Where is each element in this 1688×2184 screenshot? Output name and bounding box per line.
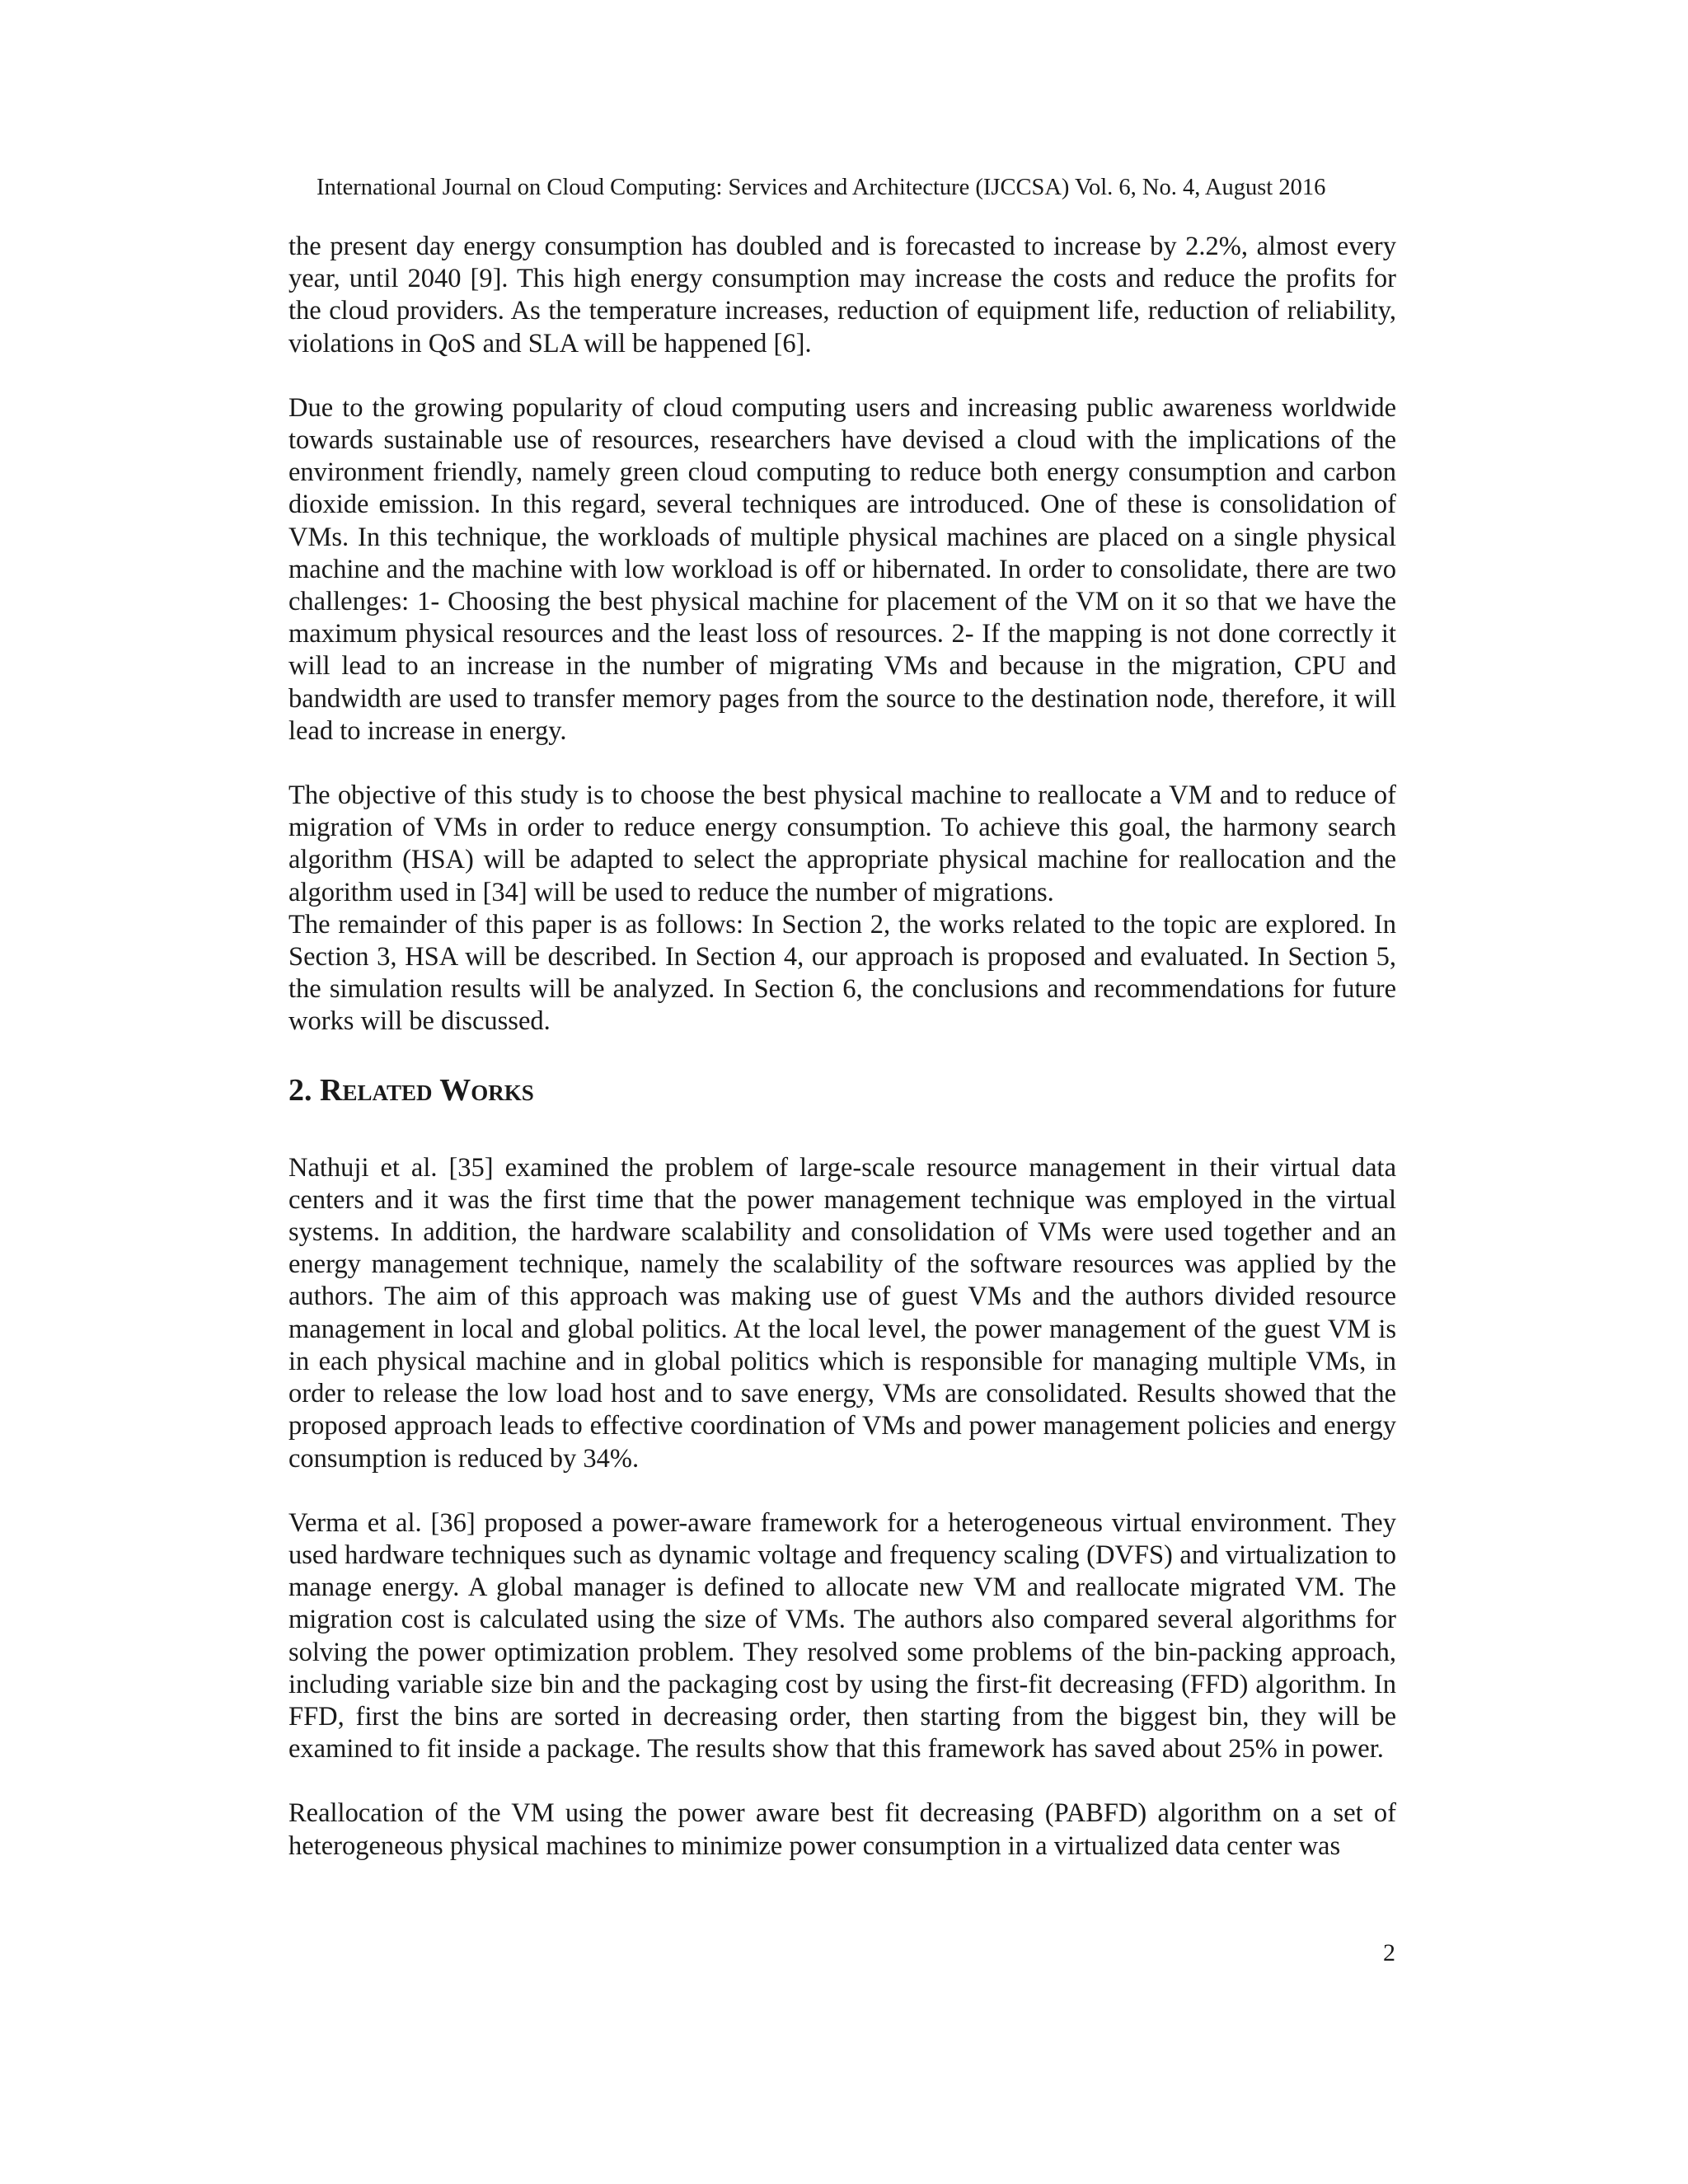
- section-heading-related-works: [288, 1071, 1396, 1110]
- paragraph-verma: Verma et al. [36] proposed a power-aware framework for a heterogeneous virtual environment. They used hardware techniques such as dynamic voltage and frequency scaling (DVFS) and virtualization to manage energy. A global manager is defined to allocate new VM and reallocate migrated VM. The migration cost is calculated using the size of VMs. The authors also compared several algorithms for solving the power optimization problem. They resolved some problems of the bin-packing approach, including variable size bin and the packaging cost by using the first-fit decreasing (FFD) algorithm. In FFD, first the bins are sorted in decreasing order, then starting from the biggest bin, they will be examined to fit inside a package. The results show that this framework has saved about 25% in power.: [288, 1507, 1396, 1765]
- paragraph-energy-consumption: the present day energy consumption has doubled and is forecasted to increase by 2.2%, almost every year, until 2040 [9]. This high energy consumption may increase the costs and reduce the profits for the cloud providers. As the temperature increases, reduction of equipment life, reduction of reliability, violations in QoS and SLA will be happened [6].: [288, 232, 1396, 359]
- page-number: 2: [1383, 1939, 1395, 1966]
- section-number: 2.: [288, 1072, 312, 1108]
- paragraph-green-cloud: Due to the growing popularity of cloud computing users and increasing public awareness worldwide towards sustainable use of resources, researchers have devised a cloud with the implications of the environment friendly, namely green cloud computing to reduce both energy consumption and carbon dioxide emission. In this regard, several techniques are introduced. One of these is consolidation of VMs. In this technique, the workloads of multiple physical machines are placed on a single physical machine and the machine with low workload is off or hibernated. In order to consolidate, there are two challenges: 1- Choosing the best physical machine for placement of the VM on it so that we have the maximum physical resources and the least loss of resources. 2- If the mapping is not done correctly it will lead to an increase in the number of migrating VMs and because in the migration, CPU and bandwidth are used to transfer memory pages from the source to the destination node, therefore, it will lead to increase in energy.: [288, 392, 1396, 746]
- paragraph-paper-outline: The remainder of this paper is as follows: In Section 2, the works related to the topic are explored. In Section 3, HSA will be described. In Section 4, our approach is proposed and evaluated. In Section 5, the simulation results will be analyzed. In Section 6, the conclusions and recommendations for future works will be discussed.: [288, 909, 1396, 1037]
- paragraph-nathuji: Nathuji et al. [35] examined the problem of large-scale resource management in their virtual data centers and it was the first time that the power management technique was employed in the virtual systems. In addition, the hardware scalability and consolidation of VMs were used together and an energy management technique, namely the scalability of the software resources was applied by the authors. The aim of this approach was making use of guest VMs and the authors divided resource management in local and global politics. At the local level, the power management of the guest VM is in each physical machine and in global politics which is responsible for managing multiple VMs, in order to release the low load host and to save energy, VMs are consolidated. Results showed that the proposed approach leads to effective coordination of VMs and power management policies and energy consumption is reduced by 34%.: [288, 1152, 1396, 1474]
- paragraph-objective: The objective of this study is to choose the best physical machine to reallocate a VM and to reduce of migration of VMs in order to reduce energy consumption. To achieve this goal, the harmony search algorithm (HSA) will be adapted to select the appropriate physical machine for reallocation and the algorithm used in [34] will be used to reduce the number of migrations.: [288, 780, 1396, 907]
- paragraph-pabfd: Reallocation of the VM using the power aware best fit decreasing (PABFD) algorithm on a set of heterogeneous physical machines to minimize power consumption in a virtualized data center was: [288, 1798, 1396, 1861]
- running-head: International Journal on Cloud Computing: Services and Architecture (IJCCSA) Vol. 6, No. 4, August 2016: [316, 175, 1326, 200]
- section-title: Related Works: [320, 1072, 534, 1108]
- body-text: [288, 231, 1396, 1863]
